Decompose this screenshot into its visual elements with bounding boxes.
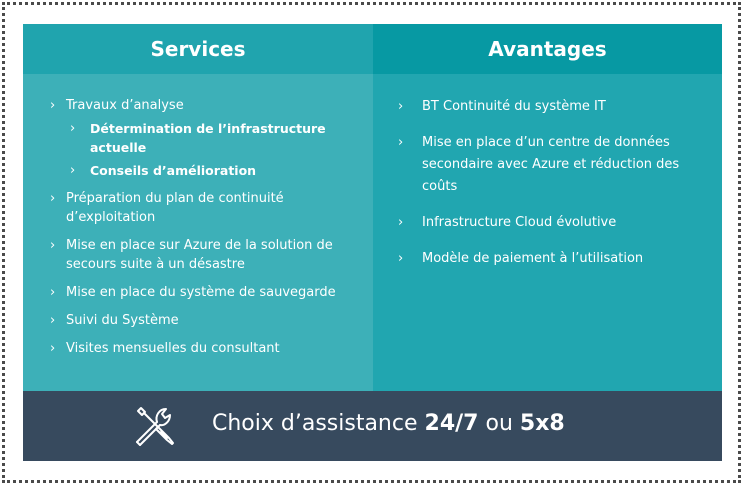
chevron-right-icon: › xyxy=(70,121,76,136)
services-column xyxy=(23,24,373,391)
avantages-item xyxy=(373,212,687,234)
chevron-right-icon: › xyxy=(70,163,76,178)
avantages-item-label: Infrastructure Cloud évolutive xyxy=(422,215,617,230)
services-subitem xyxy=(23,119,341,157)
avantages-item-label: BT Continuité du système IT xyxy=(422,99,606,114)
avantages-title: Avantages xyxy=(373,24,722,74)
chevron-right-icon: › xyxy=(50,238,56,253)
chevron-right-icon: › xyxy=(398,99,404,114)
services-item-label: Travaux d’analyse xyxy=(66,98,184,113)
avantages-column xyxy=(373,24,722,391)
services-sublist xyxy=(66,119,341,180)
support-banner xyxy=(23,391,722,461)
services-title: Services xyxy=(23,24,373,74)
services-subitem-label: Détermination de l’infrastructure actuelle xyxy=(90,121,326,155)
support-prefix: Choix d’assistance xyxy=(212,411,418,436)
avantages-item xyxy=(373,132,687,198)
tools-icon xyxy=(131,402,179,450)
services-subitem-label: Conseils d’amélioration xyxy=(90,163,257,178)
avantages-item xyxy=(373,96,687,118)
services-item xyxy=(23,189,341,227)
chevron-right-icon: › xyxy=(50,313,56,328)
chevron-right-icon: › xyxy=(398,215,404,230)
services-list xyxy=(23,74,373,358)
services-item xyxy=(23,96,341,180)
chevron-right-icon: › xyxy=(50,341,56,356)
chevron-right-icon: › xyxy=(50,285,56,300)
support-options-text xyxy=(212,411,565,436)
services-item-label: Préparation du plan de continuité d’exploitation xyxy=(66,191,284,225)
comparison-panel xyxy=(23,24,722,391)
support-option-24-7: 24/7 xyxy=(424,411,479,436)
avantages-list xyxy=(373,74,722,270)
avantages-item-label: Modèle de paiement à l’utilisation xyxy=(422,251,644,266)
services-item-label: Mise en place sur Azure de la solution de secours suite à un désastre xyxy=(66,238,333,272)
services-item xyxy=(23,236,341,274)
support-connector: ou xyxy=(485,411,513,436)
services-item xyxy=(23,283,341,302)
services-item xyxy=(23,311,341,330)
services-item-label: Visites mensuelles du consultant xyxy=(66,341,280,356)
services-item-label: Mise en place du système de sauvegarde xyxy=(66,285,336,300)
services-item xyxy=(23,339,341,358)
support-option-5x8: 5x8 xyxy=(519,411,565,436)
chevron-right-icon: › xyxy=(50,98,56,113)
chevron-right-icon: › xyxy=(398,251,404,266)
avantages-item-label: Mise en place d’un centre de données secondaire avec Azure et réduction des coûts xyxy=(422,135,680,194)
chevron-right-icon: › xyxy=(50,191,56,206)
avantages-item xyxy=(373,248,687,270)
services-subitem xyxy=(23,161,341,180)
chevron-right-icon: › xyxy=(398,135,404,150)
services-item-label: Suivi du Système xyxy=(66,313,179,328)
